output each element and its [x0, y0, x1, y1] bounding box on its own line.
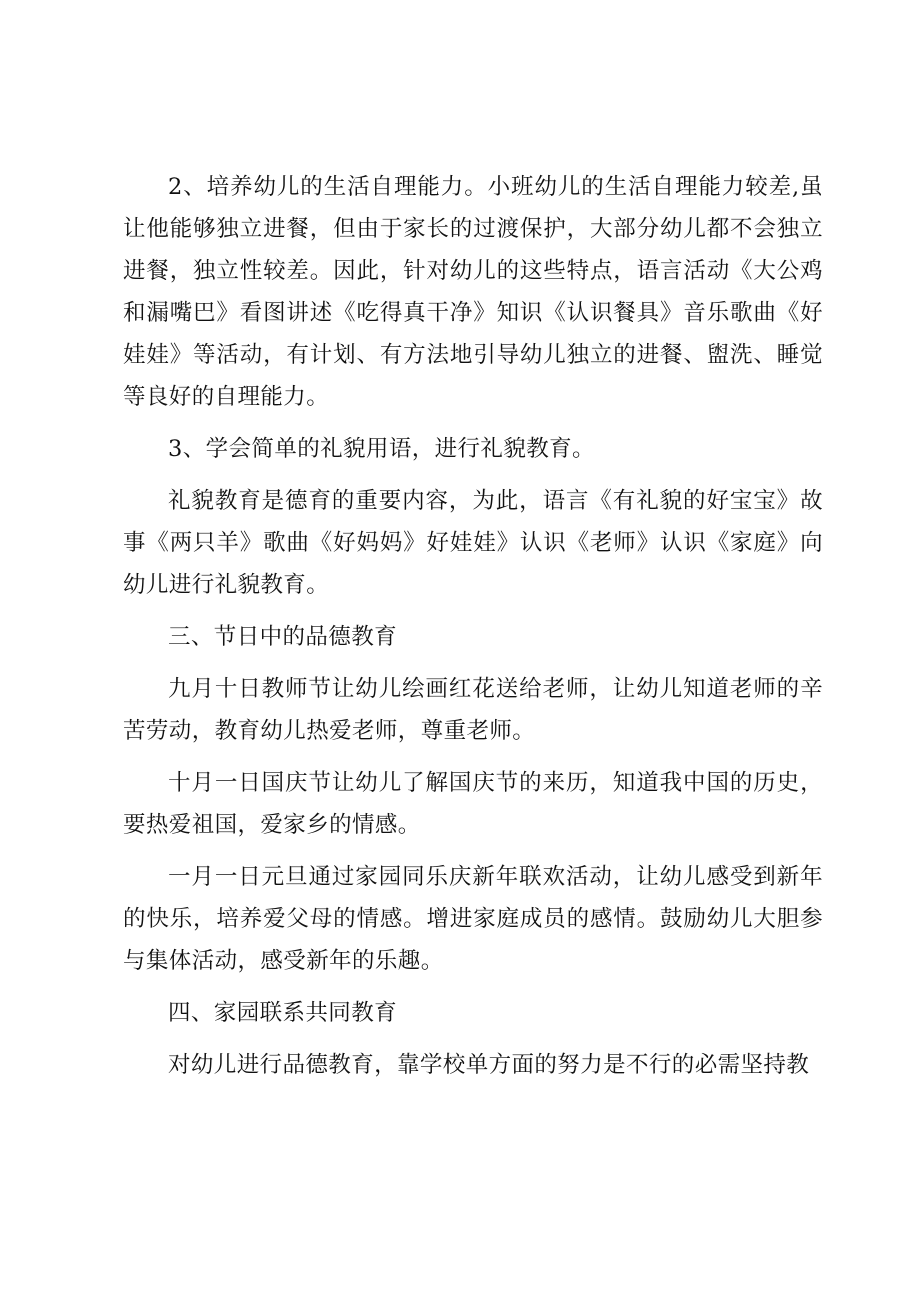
- section-heading-home-school: 四、家园联系共同教育: [168, 1000, 398, 1026]
- section-heading-politeness: 3、学会简单的礼貌用语，进行礼貌教育。: [168, 436, 595, 462]
- paragraph-new-year: 一月一日元旦通过家园同乐庆新年联欢活动，让幼儿感受到新年的快乐，培养爱父母的情感。增进家庭成员的感情。鼓励幼儿大胆参与集体活动，感受新年的乐趣。: [123, 864, 823, 974]
- document-body: [123, 166, 823, 1096]
- section-heading-holidays: 三、节日中的品德教育: [168, 624, 398, 650]
- paragraph-national-day: 十月一日国庆节让幼儿了解国庆节的来历，知道我中国的历史，要热爱祖国，爱家乡的情感。: [123, 770, 823, 838]
- paragraph-politeness: 礼貌教育是德育的重要内容，为此，语言《有礼貌的好宝宝》故事《两只羊》歌曲《好妈妈》好娃娃》认识《老师》认识《家庭》向幼儿进行礼貌教育。: [123, 488, 823, 598]
- paragraph-self-care: 2、培养幼儿的生活自理能力。小班幼儿的生活自理能力较差,虽让他能够独立进餐，但由于家长的过渡保护，大部分幼儿都不会独立进餐，独立性较差。因此，针对幼儿的这些特点，语言活动《大公鸡和漏嘴巴》看图讲述《吃得真干净》知识《认识餐具》音乐歌曲《好娃娃》等活动，有计划、有方法地引导幼儿独立的进餐、盥洗、睡觉等良好的自理能力。: [123, 174, 823, 410]
- paragraph-teachers-day: 九月十日教师节让幼儿绘画红花送给老师，让幼儿知道老师的辛苦劳动，教育幼儿热爱老师，尊重老师。: [123, 676, 823, 744]
- paragraph-home-school: 对幼儿进行品德教育，靠学校单方面的努力是不行的必需坚持教: [168, 1052, 810, 1078]
